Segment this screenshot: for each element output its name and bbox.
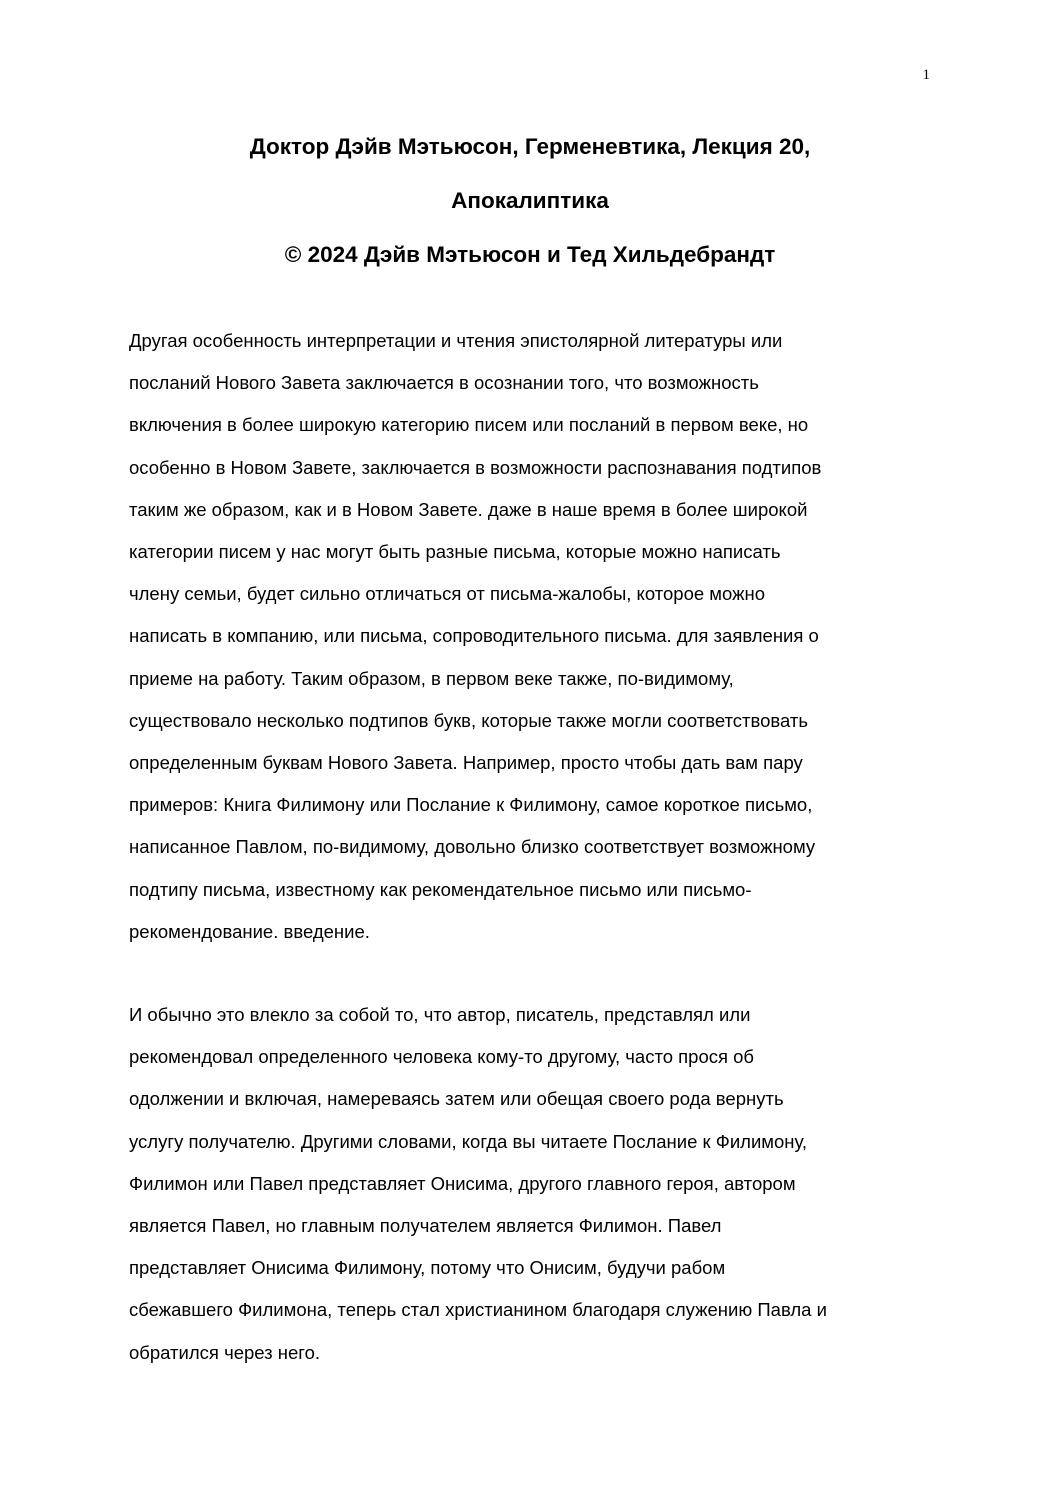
text-line: И обычно это влекло за собой то, что автор, писатель, представлял или — [129, 1004, 751, 1025]
page-number: 1 — [922, 67, 930, 83]
text-line: определенным буквам Нового Завета. Например, просто чтобы дать вам пару — [129, 752, 803, 774]
text-line: приеме на работу. Таким образом, в первом веке также, по-видимому, — [129, 667, 734, 689]
text-line: рекомендовал определенного человека кому-то другому, часто прося об — [129, 1046, 755, 1068]
title-line-topic: Апокалиптика — [451, 188, 609, 213]
text-line: представляет Онисима Филимону, потому что Онисим, будучи рабом — [129, 1257, 726, 1279]
text-line: услугу получателю. Другими словами, когда вы читаете Послание к Филимону, — [129, 1130, 808, 1152]
text-line: подтипу письма, известному как рекомендательное письмо или письмо- — [129, 878, 752, 900]
text-line: категории писем у нас могут быть разные письма, которые можно написать — [129, 541, 781, 563]
text-line: сбежавшего Филимона, теперь стал христианином благодаря служению Павла и — [129, 1299, 827, 1321]
document-title — [60, 128, 1000, 273]
text-line: Другая особенность интерпретации и чтения эпистолярной литературы или — [129, 330, 783, 351]
text-line: написанное Павлом, по-видимому, довольно близко соответствует возможному — [129, 836, 816, 858]
text-line: написать в компанию, или письма, сопроводительного письма. для заявления о — [129, 625, 819, 647]
text-line: Филимон или Павел представляет Онисима, другого главного героя, автором — [129, 1172, 796, 1194]
title-line-author-lecture: Доктор Дэйв Мэтьюсон, Герменевтика, Лекция 20, — [249, 134, 811, 159]
text-line: примеров: Книга Филимону или Послание к Филимону, самое короткое письмо, — [129, 794, 813, 816]
text-line: включения в более широкую категорию писем или посланий в первом веке, но — [129, 414, 809, 436]
text-line: обратился через него. — [129, 1341, 321, 1363]
text-line: таким же образом, как и в Новом Завете. даже в наше время в более широкой — [129, 498, 808, 520]
paragraph-2 — [129, 994, 935, 1374]
paragraph-1 — [129, 320, 935, 953]
text-line: особенно в Новом Завете, заключается в возможности распознавания подтипов — [129, 456, 822, 478]
text-line: члену семьи, будет сильно отличаться от письма-жалобы, которое можно — [129, 583, 765, 605]
text-line: рекомендование. введение. — [129, 920, 370, 942]
text-line: посланий Нового Завета заключается в осознании того, что возможность — [129, 372, 759, 394]
title-line-copyright: © 2024 Дэйв Мэтьюсон и Тед Хильдебрандт — [284, 242, 776, 267]
text-line: является Павел, но главным получателем является Филимон. Павел — [129, 1215, 722, 1237]
text-line: существовало несколько подтипов букв, которые также могли соответствовать — [129, 709, 809, 731]
text-line: одолжении и включая, намереваясь затем или обещая своего рода вернуть — [129, 1088, 784, 1110]
